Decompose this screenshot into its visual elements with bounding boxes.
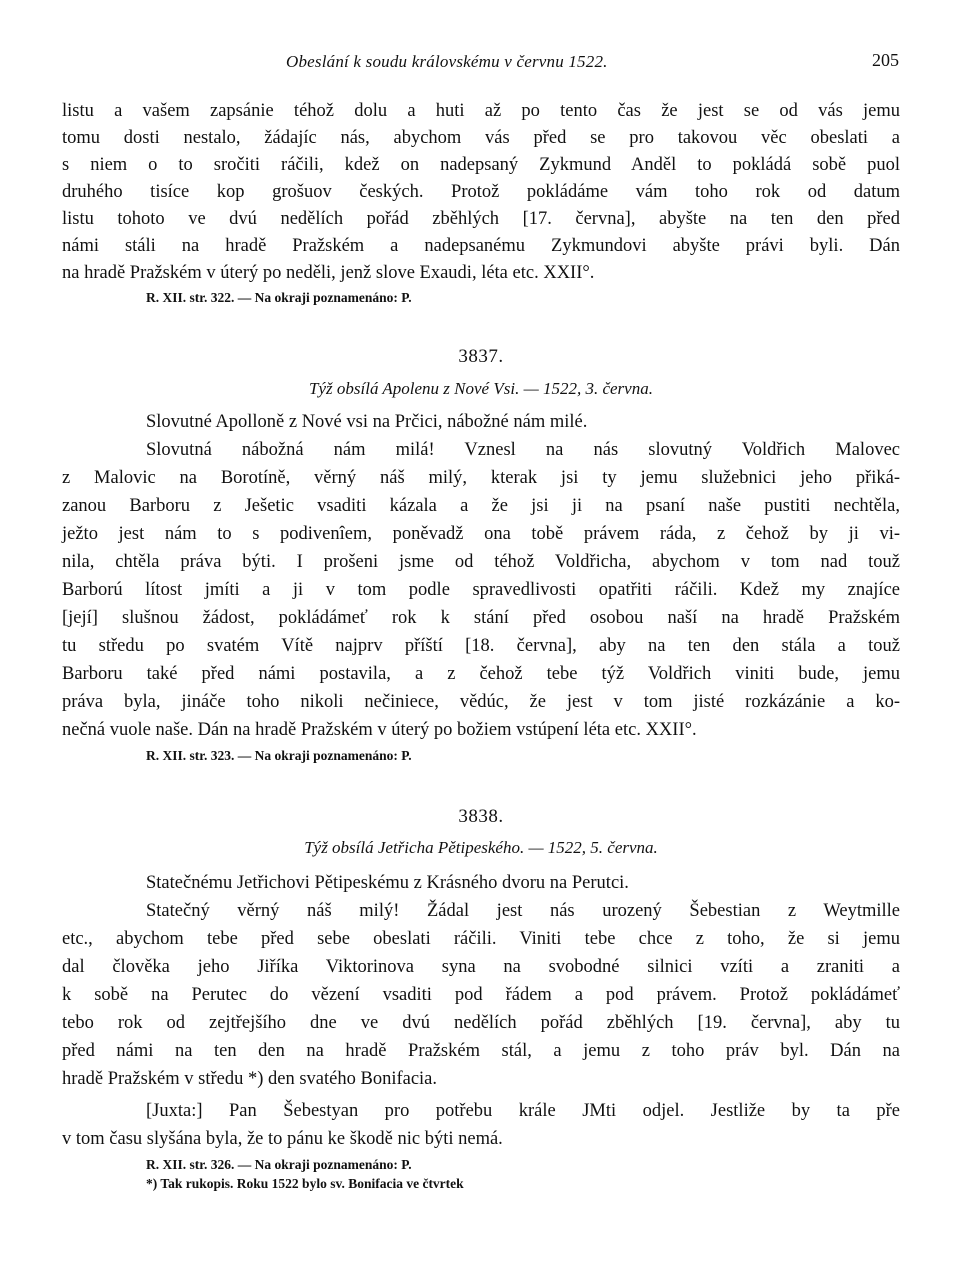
paragraph-line: Slovutná nábožná nám milá! Vznesl na nás slovutný Voldřich Malovec	[146, 440, 900, 460]
paragraph-line: v tom času slyšána byla, že to pánu ke škodě nic býti nemá.	[62, 1129, 503, 1149]
source-note: R. XII. str. 322. — Na okraji poznamenáno: P.	[146, 290, 412, 305]
paragraph-line: tebo rok od zejtřejšího dne ve dvú nedělích pořád zběhlých [19. června], aby tu	[62, 1013, 900, 1033]
entry-heading: Týž obsílá Apolenu z Nové Vsi. — 1522, 3. června.	[309, 379, 653, 398]
paragraph-line: [její] slušnou žádost, pokládámeť rok k stání před osobou naší na hradě Pražském	[62, 608, 900, 628]
paragraph-line: Barboru také před námi postavila, a z čehož tebe týž Voldřich viniti bude, jemu	[62, 664, 900, 684]
source-note: R. XII. str. 326. — Na okraji poznamenáno: P.	[146, 1157, 412, 1172]
paragraph-line: před námi na ten den na hradě Pražském stál, a jemu z toho práv byl. Dán na	[62, 1041, 900, 1061]
paragraph-line: Barború lítost jmíti a ji v tom podle spravedlivosti opatřiti ráčili. Kdež my znajíce	[62, 580, 900, 600]
entry-heading: Týž obsílá Jetřicha Pětipeského. — 1522, 5. června.	[304, 838, 658, 857]
paragraph-line: hradě Pražském v středu *) den svatého Bonifacia.	[62, 1069, 438, 1089]
running-title: Obeslání k soudu královskému v červnu 1522.	[286, 52, 608, 71]
paragraph-line: tomu dosti nestalo, žádajíc nás, abychom vás před se pro takovou věc obeslati a	[62, 128, 900, 148]
paragraph-line: z Malovic na Borotíně, věrný náš milý, kterak jsi ty jemu služebnici jeho přiká-	[62, 468, 900, 488]
paragraph-line: tu středu po svatém Vítě najprv příští [18. června], aby na ten den stála a touž	[62, 636, 900, 656]
paragraph-line: nečná vuole naše. Dán na hradě Pražském v úterý po božiem vstúpení léta etc. XXII°.	[62, 720, 697, 740]
paragraph-line: dal člověka jeho Jiříka Viktorinova syna na svobodné silnici vzíti a zraniti a	[62, 957, 900, 977]
paragraph-line: práva byla, jináče toho nikoli nečiniece, vědúc, že jest v tom jisté rozkázánie a ko-	[62, 692, 900, 712]
paragraph-line: [Juxta:] Pan Šebestyan pro potřebu krále JMti odjel. Jestliže by ta pře	[146, 1101, 900, 1121]
address-line: Slovutné Apolloně z Nové vsi na Prčici, nábožné nám milé.	[146, 412, 588, 432]
paragraph-line: na hradě Pražském v úterý po neděli, jenž slove Exaudi, léta etc. XXII°.	[62, 263, 595, 283]
paragraph-line: námi stáli na hradě Pražském a nadepsanému Zykmundovi abyšte právi byli. Dán	[62, 236, 900, 256]
paragraph-line: etc., abychom tebe před sebe obeslati ráčili. Viniti tebe chce z toho, že si jemu	[62, 929, 900, 949]
paragraph-line: listu a vašem zapsánie téhož dolu a huti až po tento čas že jest se od vás jemu	[62, 101, 900, 121]
paragraph-line: Statečný věrný náš milý! Žádal jest nás urozený Šebestian z Weytmille	[146, 901, 900, 921]
address-line: Statečnému Jetřichovi Pětipeskému z Krásného dvoru na Perutci.	[146, 873, 629, 893]
source-note: R. XII. str. 323. — Na okraji poznamenáno: P.	[146, 748, 412, 763]
paragraph-line: druhého tisíce kop grošuov českých. Protož pokládáme vám toho rok od datum	[62, 182, 900, 202]
paragraph-line: ježto jest nám to s podivenîem, poněvadž ona tobě právem ráda, z čehož by ji vi-	[62, 524, 900, 544]
paragraph-line: s niem o to sročiti ráčili, kdež on nadepsaný Zykmund Anděl to pokládá sobě puol	[62, 155, 900, 175]
paragraph-line: listu tohoto ve dvú nedělích pořád zběhlých [17. června], abyšte na ten den před	[62, 209, 900, 229]
entry-number: 3837.	[458, 346, 504, 367]
page-number: 205	[872, 50, 899, 70]
paragraph-line: zanou Barboru z Ješetic vsaditi kázala a že jsi ji na psaní naše pustiti nechtěla,	[62, 496, 900, 516]
paragraph-line: k sobě na Perutec do vězení vsaditi pod řádem a pod právem. Protož pokládámeť	[62, 985, 900, 1005]
paragraph-line: nila, chtěla práva býti. I prošeni jsme od téhož Voldřicha, abychom v tom nad touž	[62, 552, 900, 572]
entry-number: 3838.	[458, 806, 504, 827]
footnote: *) Tak rukopis. Roku 1522 bylo sv. Bonifacia ve čtvrtek	[146, 1176, 464, 1191]
